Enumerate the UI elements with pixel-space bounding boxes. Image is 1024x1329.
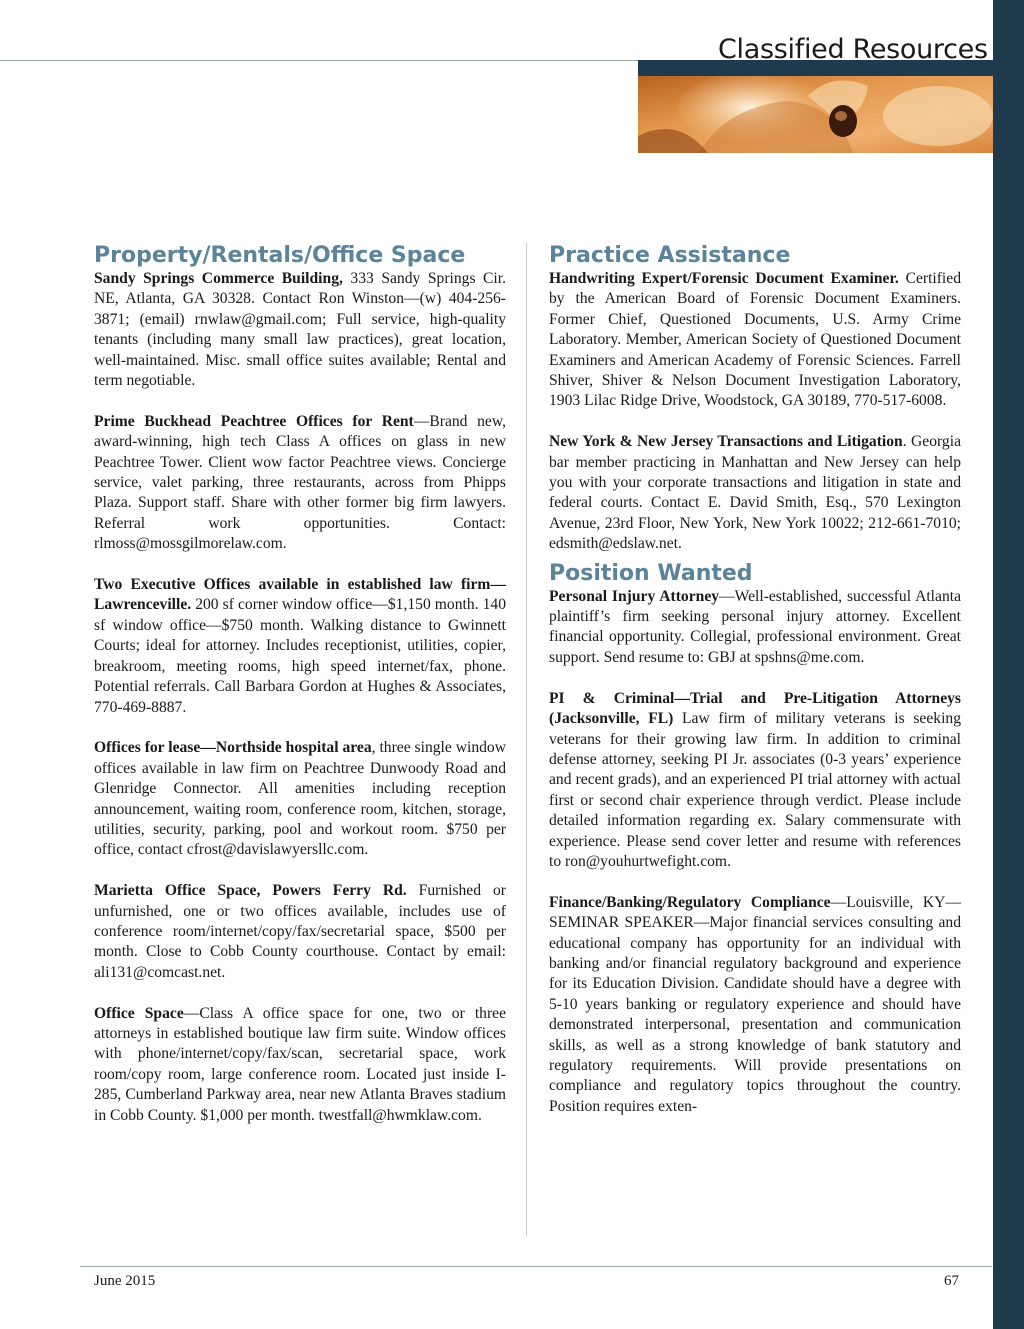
issue-date: June 2015 [94, 1273, 156, 1289]
property-rentals-heading: Property/Rentals/Office Space [94, 243, 466, 268]
classified-entry: New York & New Jersey Transactions and Litigation. Georgia bar member practicing in Manhattan and New Jersey can help you with your corporate transactions and litigation in state and federal courts. Contact E. David Smith, Esq., 570 Lexington Avenue, 23rd Floor, New York, New York 10022; 212-661-7010; edsmith@edslaw.net. [549, 433, 961, 553]
classified-entry: Office Space—Class A office space for one, two or three attorneys in established boutique law firm suite. Window offices with phone/internet/copy/fax/scan, secretarial space, work room/copy room, large conference room. Located just inside I-285, Cumberland Parkway area, near new Atlanta Braves stadium in Cobb County. $1,000 per month. twestfall@hwmklaw.com. [94, 1004, 506, 1124]
right-edge-bar [993, 0, 1024, 1329]
classified-entry: Prime Buckhead Peachtree Offices for Rent—Brand new, award-winning, high tech Class A offices on glass in new Peachtree Tower. Client wow factor Peachtree views. Concierge service, valet parking, three restaurants, across from Phipps Plaza. Support staff. Share with other former big firm lawyers. Referral work opportunities. Contact: rlmoss@mossgilmorelaw.com. [94, 412, 506, 553]
left-column [94, 243, 506, 1146]
column-divider [526, 243, 527, 1236]
classified-entry: Offices for lease—Northside hospital area, three single window offices available in law firm on Peachtree Dunwoody Road and Glenridge Connector. All amenities including reception announcement, waiting room, conference room, kitchen, storage, utilities, security, parking, pool and workout room. $750 per office, contact cfrost@davislawyersllc.com. [94, 739, 506, 859]
classified-entry: Two Executive Offices available in established law firm—Lawrenceville. 200 sf corner window office—$1,150 month. 140 sf window office—$750 month. Walking distance to Gwinnett Courts; ideal for attorney. Includes receptionist, utilities, copier, breakroom, meeting rooms, high speed internet/fax, phone. Potential referrals. Call Barbara Gordon at Hughes & Associates, 770-469-8887. [94, 576, 506, 716]
classified-entry: Finance/Banking/Regulatory Compliance—Louisville, KY—SEMINAR SPEAKER—Major financial services consulting and educational company has opportunity for an individual with banking and/or financial regulatory background and experience for its Education Division. Candidate should have a degree with 5-10 years banking or regulatory experience and should have demonstrated interpersonal, presentation and communication skills, as well as a strong knowledge of bank statutory and regulatory requirements. Will provide presentations on compliance and regulatory topics throughout the country. Position requires exten- [549, 893, 961, 1115]
classified-entry: Personal Injury Attorney—Well-established, successful Atlanta plaintiff’s firm seeking personal injury attorney. Excellent financial opportunity. Collegial, professional environment. Great support. Send resume to: GBJ at spshns@me.com. [549, 587, 961, 666]
practice-assistance-heading: Practice Assistance [549, 243, 791, 268]
footer-rule [80, 1266, 992, 1267]
header-rule [0, 60, 638, 61]
section-title: Classified Resources [718, 34, 988, 65]
position-wanted-heading: Position Wanted [549, 560, 753, 586]
classified-entry: PI & Criminal—Trial and Pre-Litigation Attorneys (Jacksonville, FL) Law firm of military veterans is seeking veterans for their growing law firm. In addition to criminal defense attorney, seeking PI Jr. associates (0-3 years’ experience and recent grads), and an experienced PI trial attorney with actual first or second chair experience through verdict. Please include detailed information regarding ex. Salary commensurate with experience. Please send cover letter and resume with references to ron@youhurtwefight.com. [549, 689, 961, 870]
classified-entry: Marietta Office Space, Powers Ferry Rd. Furnished or unfurnished, one or two offices available, includes use of conference room/internet/copy/fax/secretarial space, $500 per month. Close to Cobb County courthouse. Contact by email: ali131@comcast.net. [94, 882, 506, 981]
header-photo [638, 76, 993, 153]
page-number: 67 [944, 1273, 959, 1289]
classified-entry: Handwriting Expert/Forensic Document Examiner. Certified by the American Board of Forensic Document Examiners. Former Chief, Questioned Documents, U.S. Army Crime Laboratory. Member, American Society of Questioned Document Examiners and American Academy of Forensic Sciences. Farrell Shiver, Shiver & Nelson Document Investigation Laboratory, 1903 Lilac Ridge Drive, Woodstock, GA 30189, 770-517-6008. [549, 270, 961, 410]
classified-entry: Sandy Springs Commerce Building, 333 Sandy Springs Cir. NE, Atlanta, GA 30328. Contact Ron Winston—(w) 404-256-3871; (email) rnwlaw@gmail.com; Full service, high-quality tenants (including many small law practices), great location, well-maintained. Misc. small office suites available; Rental and term negotiable. [94, 270, 506, 390]
right-column [549, 243, 961, 1138]
